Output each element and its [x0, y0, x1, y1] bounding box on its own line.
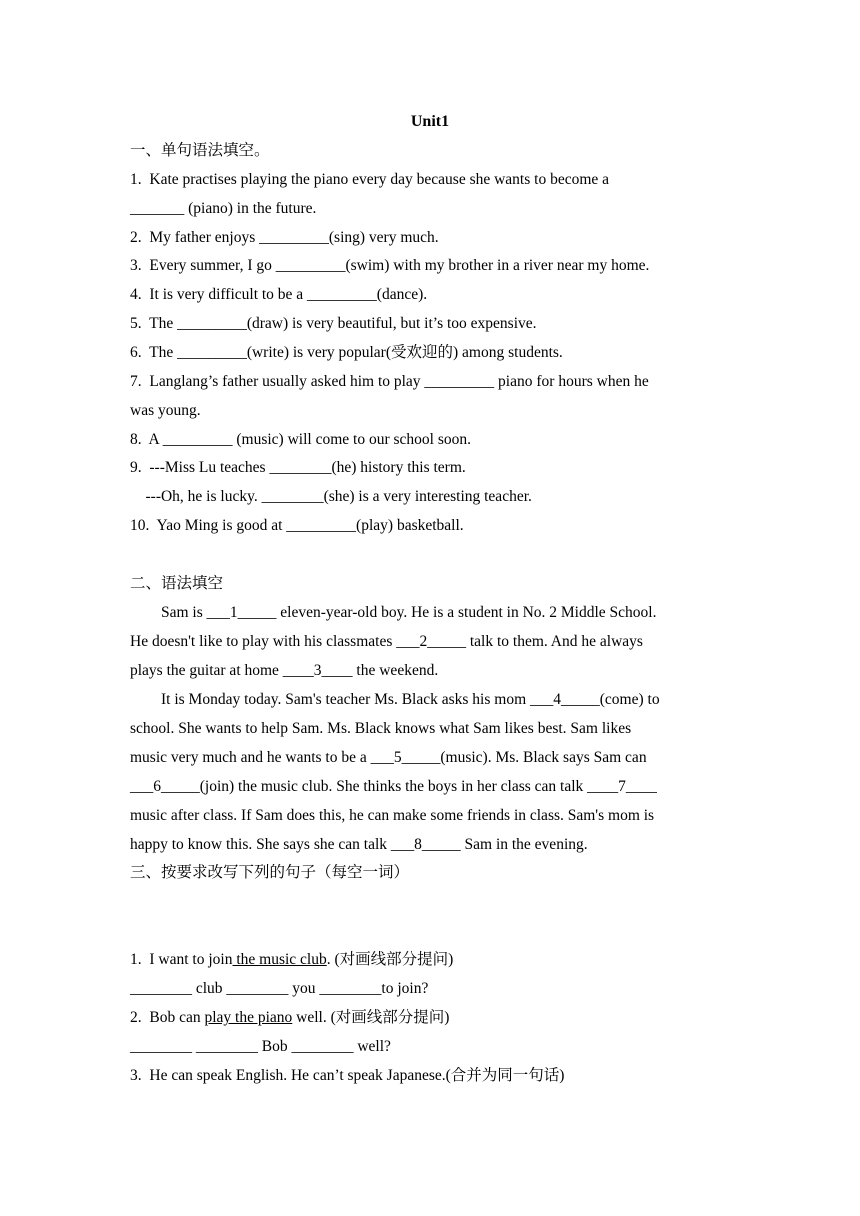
- s1-line: was young.: [130, 402, 201, 419]
- s1-line: _______ (piano) in the future.: [130, 200, 317, 217]
- s2-line: ___6_____(join) the music club. She thinks the boys in her class can talk ____7____: [130, 778, 657, 795]
- s2-line: happy to know this. She says she can talk ___8_____ Sam in the evening.: [130, 836, 588, 853]
- s1-line: 9. ---Miss Lu teaches ________(he) history this term.: [130, 459, 466, 476]
- s2-line: music after class. If Sam does this, he can make some friends in class. Sam's mom is: [130, 807, 655, 824]
- s1-line: 1. Kate practises playing the piano every day because she wants to become a: [130, 171, 610, 188]
- s3-answer-2: ________ ________ Bob ________ well?: [130, 1038, 391, 1055]
- s2-line: It is Monday today. Sam's teacher Ms. Black asks his mom ___4_____(come) to: [130, 691, 660, 708]
- q2-underlined: play the piano: [204, 1009, 293, 1026]
- s1-line: 4. It is very difficult to be a _________(dance).: [130, 286, 428, 303]
- q1-post: . (对画线部分提问): [326, 951, 454, 968]
- s3-question-3: 3. He can speak English. He can’t speak Japanese.(合并为同一句话): [130, 1067, 565, 1084]
- q2-post: well. (对画线部分提问): [292, 1009, 450, 1026]
- s1-line: 2. My father enjoys _________(sing) very much.: [130, 229, 439, 246]
- s2-line: Sam is ___1_____ eleven-year-old boy. He is a student in No. 2 Middle School.: [130, 604, 657, 621]
- section3-heading: 三、按要求改写下列的句子（每空一词）: [130, 864, 410, 881]
- s1-line: 3. Every summer, I go _________(swim) with my brother in a river near my home.: [130, 257, 650, 274]
- s3-answer-1: ________ club ________ you ________to join?: [130, 980, 429, 997]
- s1-line: 10. Yao Ming is good at _________(play) basketball.: [130, 517, 464, 534]
- q1-pre: 1. I want to join: [130, 951, 233, 968]
- s1-line: 8. A _________ (music) will come to our school soon.: [130, 431, 471, 448]
- page-title: Unit1: [410, 113, 450, 130]
- s3-question-1: [130, 950, 453, 970]
- q2-pre: 2. Bob can: [130, 1009, 205, 1026]
- s2-line: He doesn't like to play with his classmates ___2_____ talk to them. And he always: [130, 633, 643, 650]
- q1-underlined: the music club: [232, 951, 327, 968]
- s3-question-2: [130, 1008, 449, 1028]
- section1-heading: 一、单句语法填空。: [130, 142, 270, 159]
- s1-line: 6. The _________(write) is very popular(受欢迎的) among students.: [130, 344, 563, 361]
- s1-line: 5. The _________(draw) is very beautiful, but it’s too expensive.: [130, 315, 537, 332]
- s1-line: ---Oh, he is lucky. ________(she) is a very interesting teacher.: [130, 488, 532, 505]
- s2-line: music very much and he wants to be a ___5_____(music). Ms. Black says Sam can: [130, 749, 647, 766]
- s2-line: plays the guitar at home ____3____ the weekend.: [130, 662, 439, 679]
- section2-heading: 二、语法填空: [130, 575, 224, 592]
- s1-line: 7. Langlang’s father usually asked him to play _________ piano for hours when he: [130, 373, 649, 390]
- s2-line: school. She wants to help Sam. Ms. Black knows what Sam likes best. Sam likes: [130, 720, 632, 737]
